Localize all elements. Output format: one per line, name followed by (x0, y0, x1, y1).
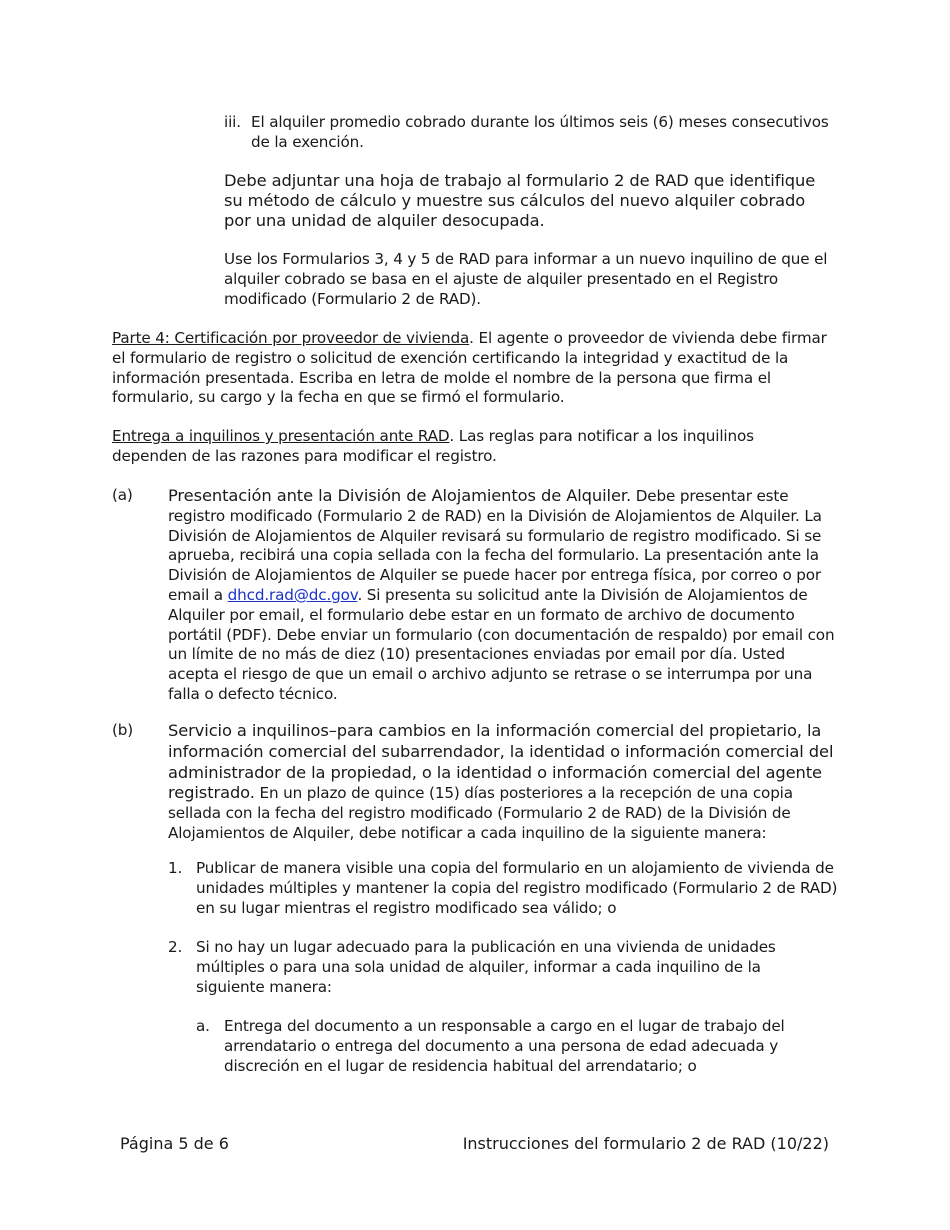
item-a-marker: (a) (112, 486, 133, 504)
footer-form-title: Instrucciones del formulario 2 de RAD (10/22) (462, 1134, 829, 1153)
item-b-paragraph (168, 721, 840, 844)
delivery-text: . Las reglas para notificar a los inquilinos dependen de las razones para modificar el registro. (112, 427, 754, 465)
item-b-text: En un plazo de quince (15) días posteriores a la recepción de una copia sellada con la fecha del registro modificado (Formulario 2 de RAD) de la División de Alojamientos de Alquiler, debe notificar a cada inquilino de la siguiente manera: (168, 784, 793, 842)
list-2-text: Si no hay un lugar adecuado para la publicación en una vivienda de unidades múltiples o para una sola unidad de alquiler, informar a cada inquilino de la siguiente manera: (196, 938, 776, 996)
list-2a-text: Entrega del documento a un responsable a cargo en el lugar de trabajo del arrendatario o entrega del documento a una persona de edad adecuada y discreción en el lugar de residencia habitual del arrendatario; o (224, 1017, 785, 1075)
worksheet-note: Debe adjuntar una hoja de trabajo al formulario 2 de RAD que identifique su método de cálculo y muestre sus cálculos del nuevo alquiler cobrado por una unidad de alquiler desocupada. (224, 171, 816, 230)
item-b-marker: (b) (112, 721, 134, 739)
part4-paragraph (112, 329, 840, 408)
email-link[interactable]: dhcd.rad@dc.gov (227, 585, 358, 604)
list-2-marker: 2. (168, 938, 183, 956)
item-b-title: Servicio a inquilinos–para cambios en la información comercial del propietario, la información comercial del subarrendador, la identidad o información comercial del administrador de la propiedad, o la identidad o información comercial del agente registrado. (168, 721, 834, 803)
part4-text: . El agente o proveedor de vivienda debe firmar el formulario de registro o solicitud de exención certificando la integridad y exactitud de la información presentada. Escriba en letra de molde el nombre de la persona que firma el formulario, su cargo y la fecha en que se firmó el formulario. (112, 329, 827, 407)
forms-note: Use los Formularios 3, 4 y 5 de RAD para informar a un nuevo inquilino de que el alquiler cobrado se basa en el ajuste de alquiler presentado en el Registro modificado (Formulario 2 de RAD). (224, 250, 828, 308)
list-1-text: Publicar de manera visible una copia del formulario en un alojamiento de vivienda de unidades múltiples y mantener la copia del registro modificado (Formulario 2 de RAD) en su lugar mientras el registro modificado sea válido; o (196, 859, 838, 917)
item-a-text-after: . Si presenta su solicitud ante la División de Alojamientos de Alquiler por email, el formulario debe estar en un formato de archivo de documento portátil (PDF). Debe enviar un formulario (con documentación de respaldo) por email con un límite de no más de diez (10) presentaciones enviadas por email por día. Usted acepta el riesgo de que un email o archivo adjunto se retrase o se interrumpa por una falla o defecto técnico. (168, 585, 835, 703)
part4-heading: Parte 4: Certificación por proveedor de vivienda (112, 329, 470, 347)
item-a-text-before: Debe presentar este registro modificado (Formulario 2 de RAD) en la División de Alojamientos de Alquiler. La División de Alojamientos de Alquiler revisará su formulario de registro modificado. Si se aprueba, recibirá una copia sellada con la fecha del formulario. La presentación ante la División de Alojamientos de Alquiler se puede hacer por entrega física, por correo o por email a (168, 487, 822, 604)
item-a-paragraph (168, 486, 840, 705)
item-iii-text: El alquiler promedio cobrado durante los últimos seis (6) meses consecutivos de la exención. (251, 113, 829, 151)
item-iii-marker: iii. (224, 113, 241, 131)
delivery-heading: Entrega a inquilinos y presentación ante RAD (112, 427, 450, 445)
item-a-title: Presentación ante la División de Alojamientos de Alquiler. (168, 486, 632, 505)
list-1-marker: 1. (168, 859, 183, 877)
list-2a-marker: a. (196, 1017, 210, 1035)
footer-page-number: Página 5 de 6 (120, 1134, 229, 1153)
delivery-paragraph (112, 427, 832, 467)
